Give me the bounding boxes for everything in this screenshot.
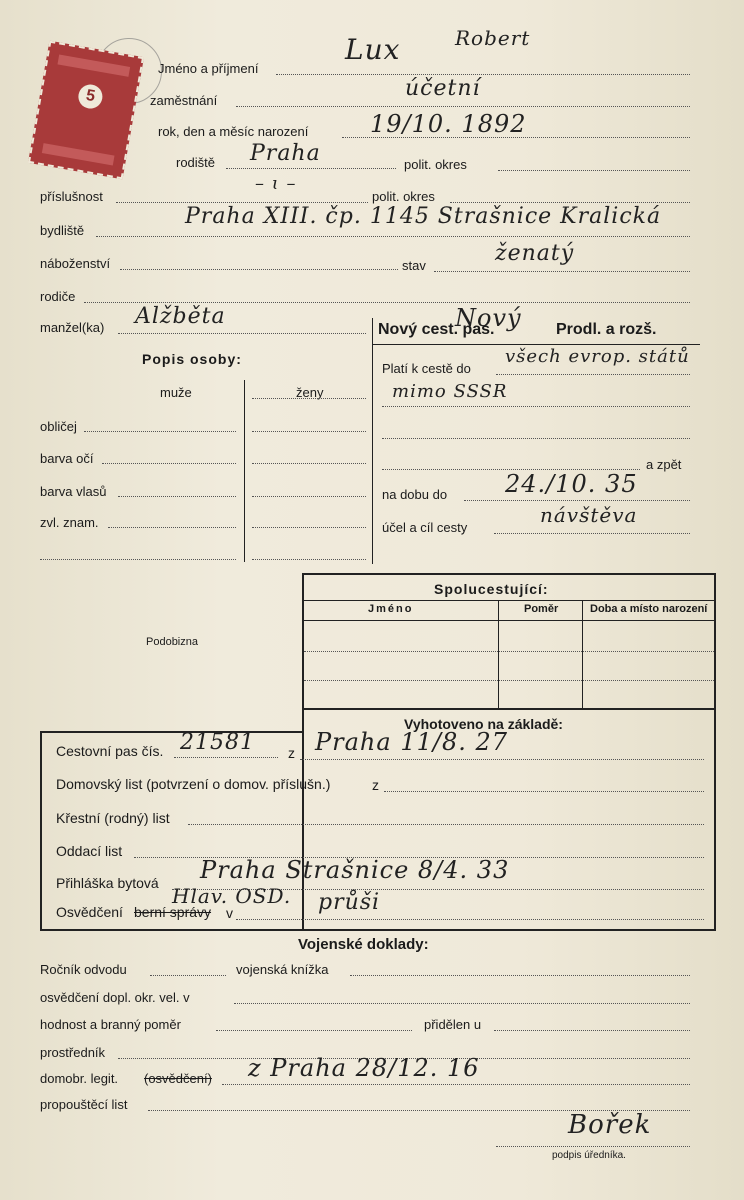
birthplace-line: [226, 168, 396, 169]
face-label: obličej: [40, 419, 77, 434]
certificate-note-handwriting: průši: [318, 890, 381, 915]
citizenship-line: [116, 202, 368, 203]
signature-line: [496, 1146, 690, 1147]
rank-line: [216, 1030, 412, 1031]
period-line: [464, 500, 690, 501]
status-label: stav: [402, 258, 426, 273]
companions-col-divider-2: [582, 601, 583, 708]
companions-col-birth: Doba a místo narození: [590, 603, 708, 615]
face-female-line: [252, 431, 366, 432]
photo-label: Podobizna: [146, 636, 198, 648]
period-handwriting: 24./10. 35: [505, 470, 638, 498]
domicile-line: [384, 791, 704, 792]
passport-from-handwriting: Praha 11/8. 27: [315, 728, 509, 756]
new-passport-handwriting: Nový: [455, 304, 522, 332]
stamp-value: 5: [76, 83, 104, 111]
valid-for-handwriting-2: mimo SSSR: [392, 381, 508, 402]
baptism-label: Křestní (rodný) list: [56, 810, 170, 826]
parents-line: [84, 302, 690, 303]
male-column-label: muže: [160, 385, 192, 400]
companions-row-rule-top: [304, 620, 714, 621]
official-signature: Bořek: [568, 1110, 652, 1140]
firstname-handwriting: Robert: [455, 26, 531, 50]
issued-title: Vyhotoveno na základě:: [404, 716, 563, 732]
person-description-title: Popis osoby:: [142, 351, 242, 367]
passport-section-border: [372, 318, 373, 564]
assigned-line: [494, 1030, 690, 1031]
certificate-in-label: v: [226, 905, 233, 921]
person-divider: [244, 380, 245, 562]
companions-row-line-1: [304, 651, 714, 652]
special-marks-label: zvl. znam.: [40, 515, 99, 530]
valid-for-label: Platí k cestě do: [382, 361, 471, 376]
companions-col-name: Jméno: [368, 603, 414, 615]
hair-color-label: barva vlasů: [40, 484, 107, 499]
employment-handwriting: účetní: [405, 76, 481, 101]
registration-label: Přihláška bytová: [56, 875, 159, 891]
birthplace-handwriting: Praha: [250, 141, 321, 166]
legit-handwriting: z Praha 28/12. 16: [248, 1054, 480, 1082]
passport-title-rule: [372, 344, 700, 345]
registration-handwriting: Praha Strašnice 8/4. 33: [200, 856, 510, 884]
district-cert-line: [234, 1003, 690, 1004]
eye-female-line: [252, 463, 366, 464]
certificate-office-handwriting: Hlav. OSD.: [172, 884, 292, 908]
eye-male-line: [102, 463, 236, 464]
companions-header-rule: [304, 600, 714, 601]
military-booklet-line: [350, 975, 690, 976]
military-title: Vojenské doklady:: [298, 936, 429, 953]
legit-line: [222, 1084, 690, 1085]
residence-handwriting: Praha XIII. čp. 1145 Strašnice Kralická: [185, 204, 662, 229]
district-label-2: polit. okres: [372, 189, 435, 204]
employment-label: zaměstnání: [150, 93, 218, 108]
spouse-label: manžel(ka): [40, 320, 105, 335]
companions-row-line-2: [304, 680, 714, 681]
companions-col-relation: Poměr: [524, 603, 559, 615]
parents-label: rodiče: [40, 289, 76, 304]
birthdate-label: rok, den a měsíc narození: [158, 124, 309, 139]
religion-line: [120, 269, 398, 270]
hair-female-line: [252, 496, 366, 497]
district-line: [498, 170, 690, 171]
recruit-year-line: [150, 975, 226, 976]
passport-number-handwriting: 21581: [180, 730, 255, 755]
residence-line: [96, 236, 690, 237]
valid-line-2: [382, 406, 690, 407]
district-label: polit. okres: [404, 157, 467, 172]
recruit-year-label: Ročník odvodu: [40, 962, 127, 977]
extra-male-line: [40, 559, 236, 560]
district-line-2: [450, 202, 690, 203]
issued-title-rule: [302, 708, 716, 710]
rank-label: hodnost a branný poměr: [40, 1017, 181, 1032]
companions-title: Spolucestující:: [434, 581, 549, 597]
female-header-line: [252, 398, 366, 399]
passport-number-label: Cestovní pas čís.: [56, 743, 164, 759]
extra-female-line: [252, 559, 366, 560]
stamp-band-bottom: [42, 143, 115, 165]
surname-handwriting: Lux: [345, 33, 401, 66]
religion-label: náboženství: [40, 256, 111, 271]
signature-label: podpis úředníka.: [552, 1150, 626, 1161]
citizenship-handwriting: – ɩ –: [255, 173, 297, 194]
valid-line-3: [382, 438, 690, 439]
passport-from-line: [300, 759, 704, 760]
assigned-label: přidělen u: [424, 1017, 482, 1032]
female-column-label: ženy: [296, 385, 324, 400]
status-line: [434, 271, 690, 272]
period-label: na dobu do: [382, 487, 448, 502]
spouse-handwriting: Alžběta: [135, 304, 226, 329]
extension-title: Prodl. a rozš.: [556, 321, 657, 338]
eye-color-label: barva očí: [40, 451, 94, 466]
new-passport-title: Nový cest. pas.: [378, 321, 495, 338]
passport-from-label: z: [288, 745, 295, 761]
name-line: [276, 74, 690, 75]
marks-male-line: [108, 527, 236, 528]
military-booklet-label: vojenská knížka: [236, 962, 329, 977]
citizenship-label: příslušnost: [40, 189, 103, 204]
certificate-struck-text: berní správy: [134, 904, 212, 920]
domicile-from-label: z: [372, 777, 379, 793]
companions-col-divider-1: [498, 601, 499, 708]
discharge-label: propouštěcí list: [40, 1097, 128, 1112]
certificate-label: Osvědčení: [56, 904, 123, 920]
intermediary-label: prostředník: [40, 1045, 106, 1060]
district-cert-label: osvědčení dopl. okr. vel. v: [40, 990, 190, 1005]
birthplace-label: rodiště: [176, 155, 216, 170]
valid-for-handwriting-1: všech evrop. států: [505, 346, 690, 367]
employment-line: [236, 106, 690, 107]
domicile-label: Domovský list (potvrzení o domov. příslušn.): [56, 776, 331, 792]
name-label: Jméno a příjmení: [158, 61, 259, 76]
certificate-line: [236, 919, 704, 920]
marks-female-line: [252, 527, 366, 528]
valid-line-1: [496, 374, 690, 375]
status-handwriting: ženatý: [495, 241, 575, 266]
baptism-line: [188, 824, 704, 825]
face-male-line: [84, 431, 236, 432]
purpose-line: [494, 533, 690, 534]
legit-struck-text: (osvědčení): [144, 1071, 212, 1086]
passport-number-line: [174, 757, 278, 758]
hair-male-line: [118, 496, 236, 497]
marriage-label: Oddací list: [56, 843, 123, 859]
stamp-band-top: [57, 55, 130, 77]
purpose-label: účel a cíl cesty: [382, 520, 468, 535]
legit-label: domobr. legit.: [40, 1071, 119, 1086]
purpose-handwriting: návštěva: [540, 503, 638, 527]
residence-label: bydliště: [40, 223, 85, 238]
return-label: a zpět: [646, 457, 682, 472]
birthdate-handwriting: 19/10. 1892: [370, 110, 527, 138]
spouse-line: [118, 333, 366, 334]
revenue-stamp: [28, 41, 144, 180]
